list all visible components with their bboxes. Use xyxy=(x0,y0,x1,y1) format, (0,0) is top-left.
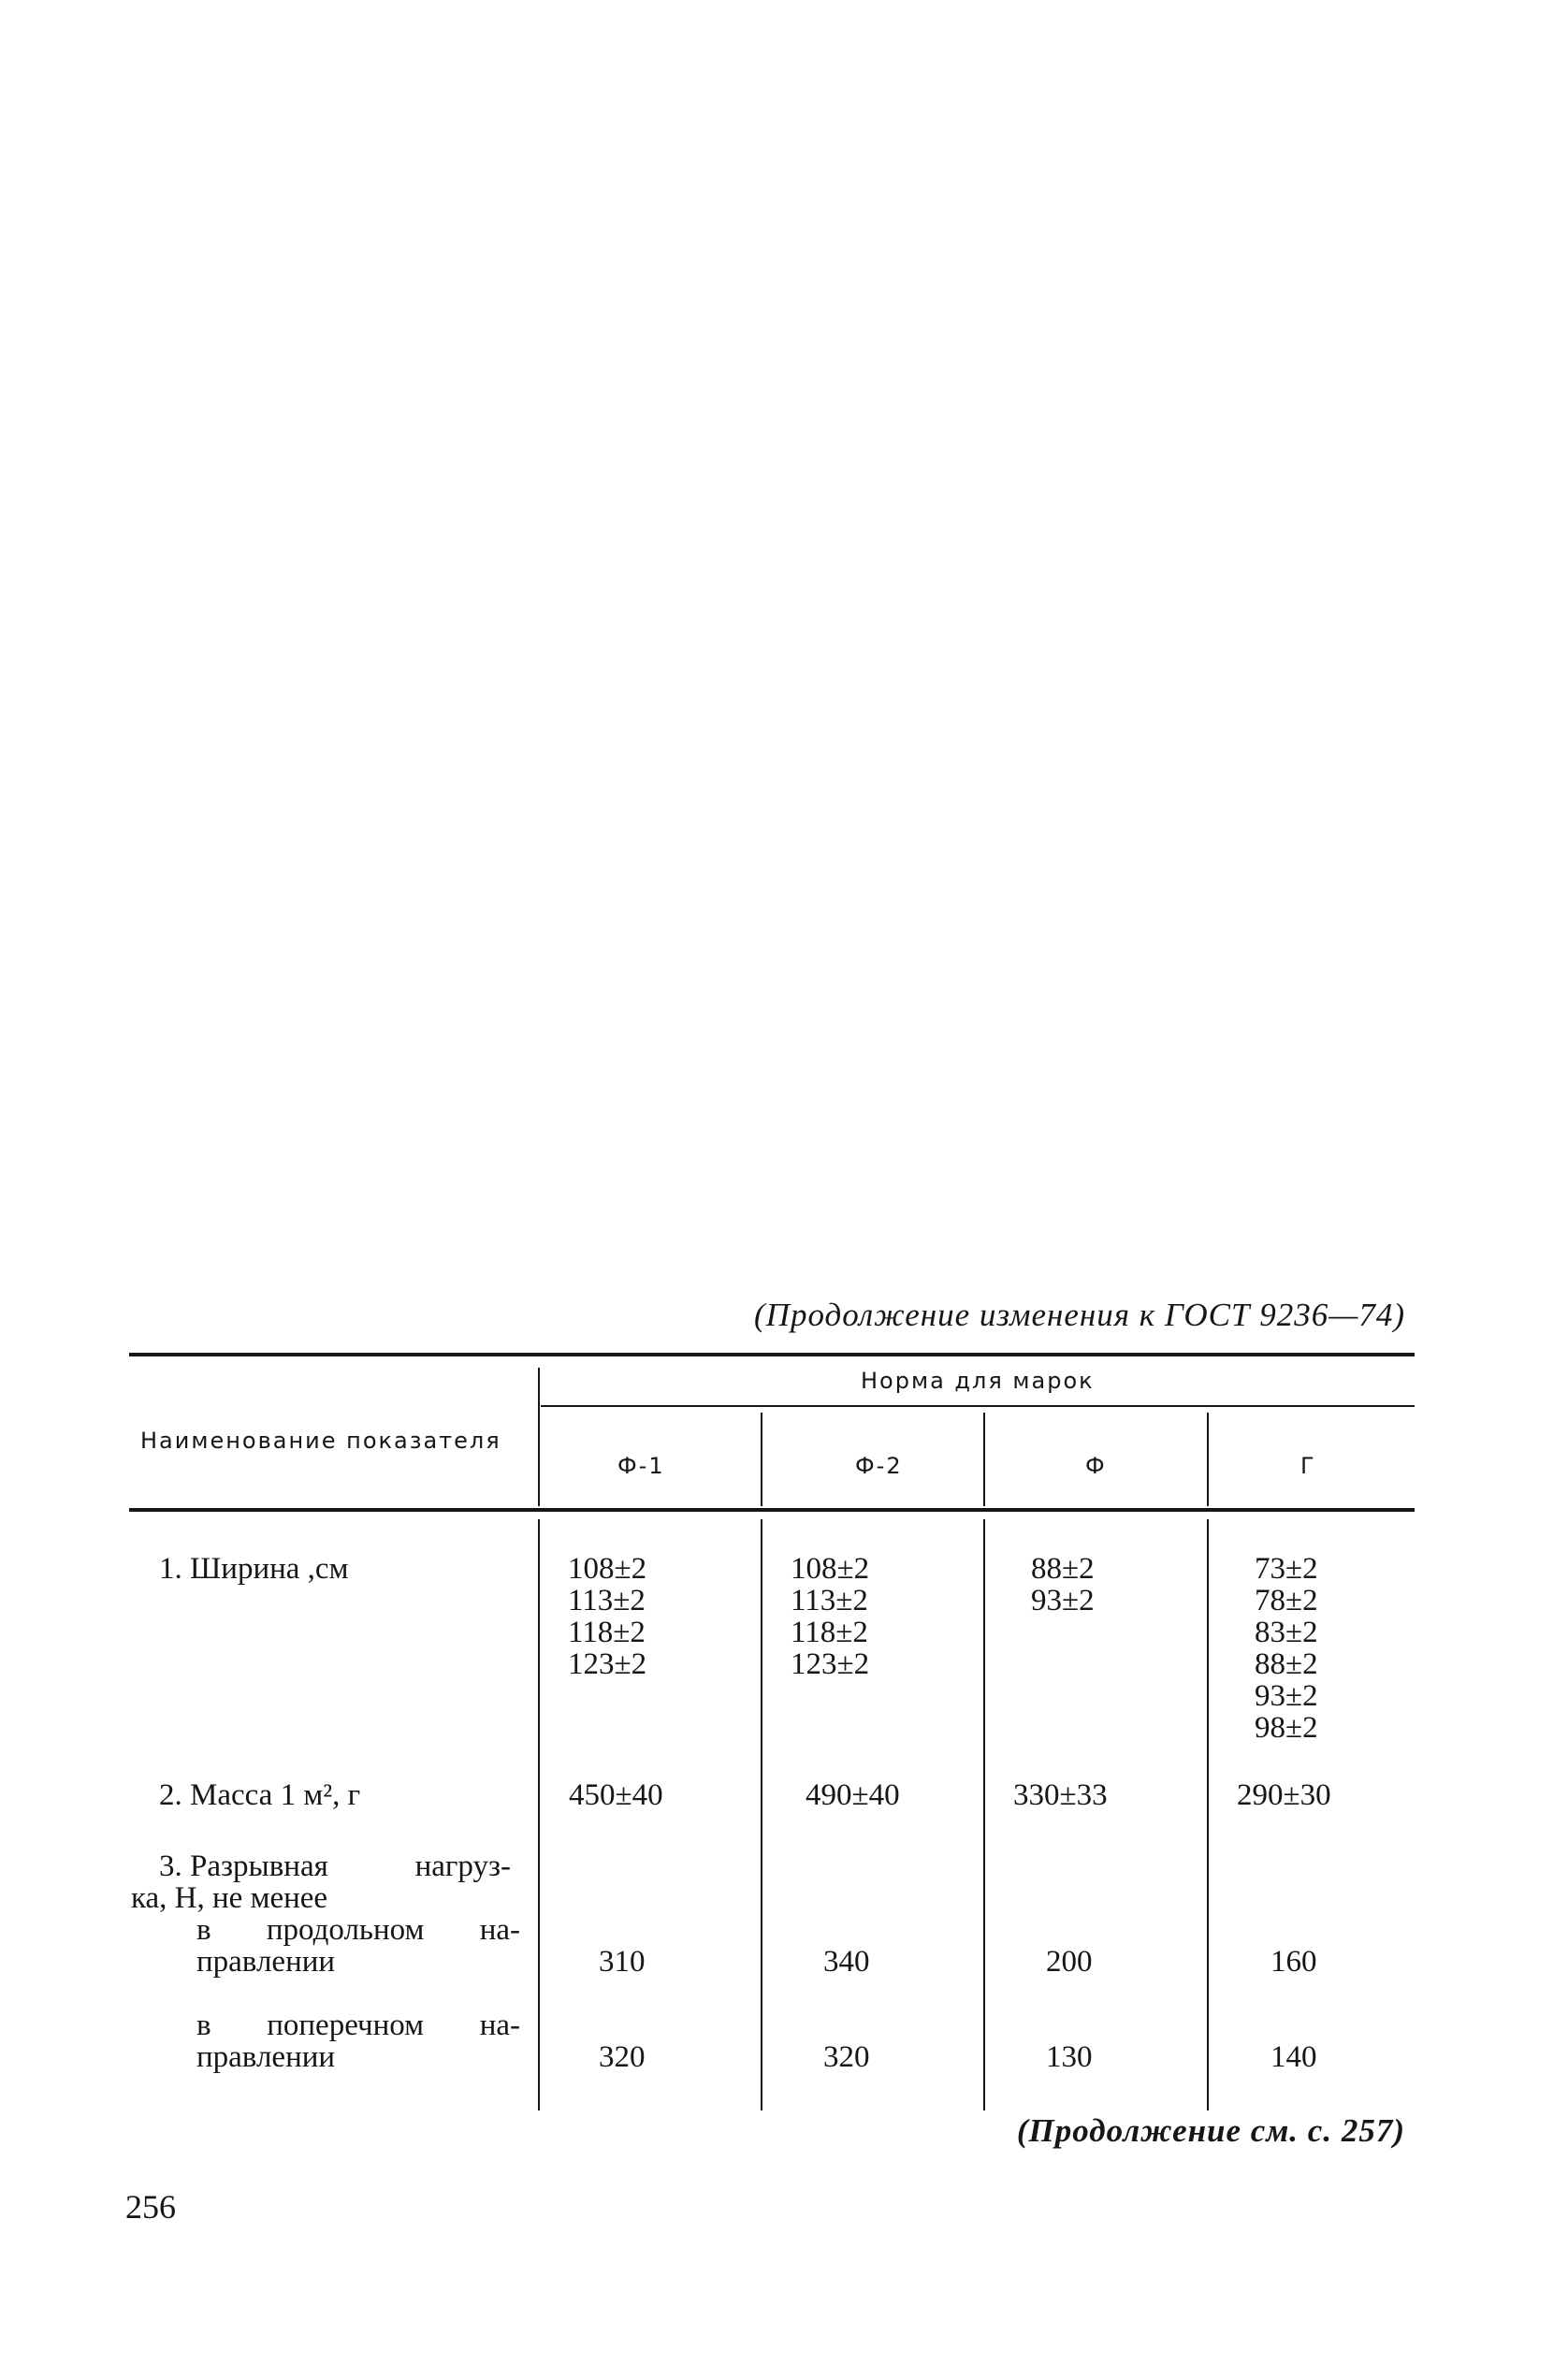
row-label-transverse xyxy=(159,2009,520,2073)
row-label-part: поперечном xyxy=(267,2009,425,2042)
table-cell: 123±2 xyxy=(568,1647,647,1681)
table-cell: 450±40 xyxy=(569,1778,663,1812)
column-divider-f2 xyxy=(983,1413,985,1506)
table-cell: 88±2 xyxy=(1031,1552,1095,1586)
row-label-width: 1. Ширина ,см xyxy=(159,1552,349,1586)
table-cell: 98±2 xyxy=(1255,1711,1318,1745)
column-divider-f xyxy=(1207,1413,1209,1506)
column-divider-f xyxy=(1207,1519,1209,2110)
table-cell: 130 xyxy=(1046,2040,1093,2074)
table-cell: 93±2 xyxy=(1255,1679,1318,1713)
table-cell: 200 xyxy=(1046,1945,1093,1979)
norm-header-rule xyxy=(541,1405,1415,1407)
width-values-f2 xyxy=(791,1553,869,1680)
table-cell: 88±2 xyxy=(1255,1647,1318,1681)
row-label-part: в xyxy=(196,2009,211,2042)
row-label-part: на- xyxy=(479,2009,520,2042)
table-cell: 123±2 xyxy=(791,1647,870,1681)
continuation-footer: (Продолжение см. с. 257) xyxy=(1016,2112,1405,2149)
column-divider-label xyxy=(538,1519,540,2110)
column-divider-f1 xyxy=(761,1413,762,1506)
table-cell: 340 xyxy=(823,1945,870,1979)
row-label-part: на- xyxy=(479,1913,520,1947)
table-cell: 160 xyxy=(1270,1945,1317,1979)
row-label-part: продольном xyxy=(266,1913,425,1947)
table-cell: 310 xyxy=(599,1945,646,1979)
brand-header-f: Ф xyxy=(1085,1453,1107,1479)
header-bottom-rule xyxy=(129,1508,1415,1512)
width-values-f1 xyxy=(568,1553,646,1680)
column-divider-f2 xyxy=(983,1519,985,2110)
table-cell: 320 xyxy=(823,2040,870,2074)
row-label-longitudinal xyxy=(159,1914,520,1978)
table-cell: 118±2 xyxy=(568,1616,646,1649)
width-values-g xyxy=(1255,1553,1318,1744)
table-cell: 83±2 xyxy=(1255,1616,1318,1649)
column-divider-label xyxy=(538,1368,540,1506)
row-label-part: правлении xyxy=(196,1945,336,1979)
row-label-part: ка, Н, не менее xyxy=(131,1881,328,1915)
table-cell: 113±2 xyxy=(791,1584,868,1617)
page-number: 256 xyxy=(125,2188,176,2226)
row-label-mass: 2. Масса 1 м², г xyxy=(159,1778,361,1812)
table-cell: 290±30 xyxy=(1237,1778,1331,1812)
table-cell: 73±2 xyxy=(1255,1552,1318,1586)
table-top-rule xyxy=(129,1353,1415,1356)
row-label-part: нагруз- xyxy=(414,1849,511,1883)
width-values-f xyxy=(1031,1553,1095,1617)
indicator-header: Наименование показателя xyxy=(140,1428,501,1454)
continuation-header: (Продолжение изменения к ГОСТ 9236—74) xyxy=(754,1297,1405,1333)
row-label-part: правлении xyxy=(196,2040,336,2074)
table-cell: 78±2 xyxy=(1255,1584,1318,1617)
row-label-breaking-load xyxy=(131,1849,511,1915)
table-cell: 113±2 xyxy=(568,1584,646,1617)
table-cell: 490±40 xyxy=(806,1778,900,1812)
table-cell: 330±33 xyxy=(1013,1778,1108,1812)
brand-header-f1: Ф-1 xyxy=(617,1453,665,1479)
table-cell: 320 xyxy=(599,2040,646,2074)
brand-header-g: Г xyxy=(1300,1453,1316,1479)
table-cell: 108±2 xyxy=(568,1552,647,1586)
table-cell: 93±2 xyxy=(1031,1584,1095,1617)
column-divider-f1 xyxy=(761,1519,762,2110)
table-cell: 108±2 xyxy=(791,1552,870,1586)
row-label-part: в xyxy=(196,1913,211,1947)
row-label-part: 3. Разрывная xyxy=(159,1849,328,1883)
norm-header: Норма для марок xyxy=(861,1368,1095,1394)
table-cell: 118±2 xyxy=(791,1616,868,1649)
brand-header-f2: Ф-2 xyxy=(855,1453,903,1479)
table-cell: 140 xyxy=(1270,2040,1317,2074)
